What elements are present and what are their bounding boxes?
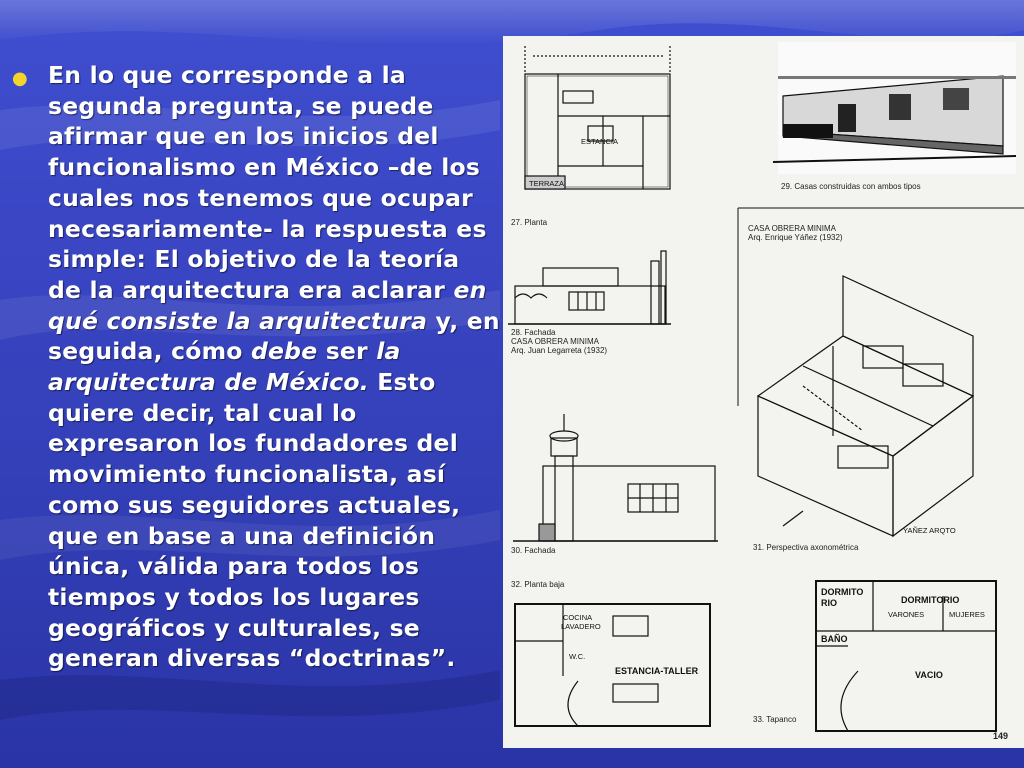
plan-label: RIO (821, 598, 838, 608)
paragraph-emphasis: debe (251, 337, 318, 366)
caption-32: 32. Planta baja (511, 580, 565, 589)
caption-28-architect: Arq. Juan Legarreta (1932) (511, 346, 608, 355)
paragraph-run: y, en seguida, cómo (48, 306, 500, 366)
page-number: 149 (993, 731, 1009, 741)
plan-label: VARONES (888, 610, 925, 619)
paragraph-run: Esto quiere decir, tal cual lo expresaron los fundadores del movimiento funcionalista, así como sus seguidores actuales, que en base a una definición única, válida para todos los tiempos y todos los lugares geográficos y culturales, se generan diversas “doctrinas”. (48, 368, 461, 673)
plan-label: MUJERES (949, 610, 985, 619)
plan-label: COCINA (563, 613, 593, 622)
caption-27: 27. Planta (511, 218, 548, 227)
slide-paragraph (48, 60, 500, 674)
paragraph-run: En lo que corresponde a la segunda pregunta, se puede afirmar que en los inicios del funcionalismo en México –de los cuales nos tenemos que ocupar necesariamente- la respuesta es simple: El objetivo de la teoría de la arquitectura era aclarar (48, 61, 487, 304)
architectural-drawings (503, 36, 1024, 748)
paragraph-emphasis: en qué consiste la arquitectura (48, 275, 487, 335)
plan-label: DORMITO (821, 587, 864, 597)
paragraph-emphasis: la arquitectura de México. (48, 337, 401, 397)
caption-31: 31. Perspectiva axonométrica (753, 543, 859, 552)
caption-30: 30. Fachada (511, 546, 556, 555)
caption-33: 33. Tapanco (753, 715, 797, 724)
book-page-scan (503, 36, 1024, 748)
plan-label: W.C. (569, 652, 586, 661)
caption-28: 28. Fachada (511, 328, 556, 337)
plan-label: BAÑO (821, 634, 848, 644)
plan-label: VACIO (915, 670, 943, 680)
facade-drawing-28 (508, 251, 671, 324)
floor-plan-27 (525, 46, 670, 189)
title-casa-obrera: CASA OBRERA MINIMA (748, 224, 837, 233)
bullet-icon: ● (12, 68, 28, 89)
plan-label: DORMITORIO (901, 595, 960, 605)
caption-29: 29. Casas construidas con ambos tipos (781, 182, 921, 191)
plan-label: ESTANCIA-TALLER (615, 666, 699, 676)
floor-plan-32 (515, 604, 710, 726)
floor-plan-33 (816, 581, 996, 731)
plan-label: TERRAZA (529, 179, 565, 188)
plan-label: ESTANCIA (581, 137, 618, 146)
facade-drawing-30 (513, 414, 718, 541)
photo-29 (773, 42, 1016, 174)
signature-label: YAÑEZ ARQTO (903, 526, 956, 535)
caption-28-title: CASA OBRERA MINIMA (511, 337, 600, 346)
title-architect: Arq. Enrique Yáñez (1932) (748, 233, 843, 242)
paragraph-run: ser (317, 337, 377, 366)
axonometric-31 (758, 276, 973, 536)
plan-label: LAVADERO (561, 622, 601, 631)
